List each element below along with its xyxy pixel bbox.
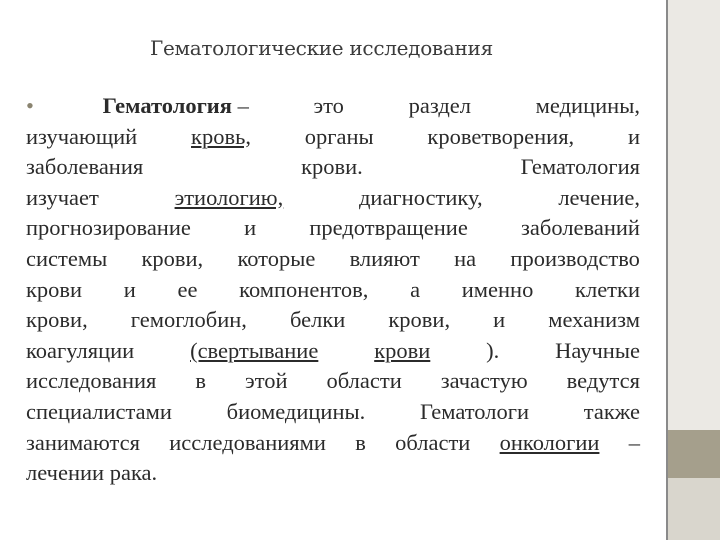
word: занимаются <box>26 429 140 455</box>
word: прогнозирование <box>26 215 191 241</box>
word: которые <box>237 245 316 271</box>
hyperlink[interactable]: кровь, <box>191 123 251 149</box>
text-line <box>26 122 640 153</box>
text-line <box>26 183 640 214</box>
word: исследованиями <box>169 429 326 455</box>
text-line <box>26 305 640 336</box>
word: органы <box>304 123 374 149</box>
text-line <box>26 244 640 275</box>
word: биомедицины. <box>226 398 366 424</box>
word: кроветворения, <box>427 123 575 149</box>
word: в <box>355 429 366 455</box>
word: специалистами <box>26 398 172 424</box>
word: компонентов, <box>239 276 369 302</box>
word: клетки <box>575 276 640 302</box>
word: крови, <box>141 245 204 271</box>
word: в <box>195 368 207 394</box>
word: и <box>244 215 257 241</box>
word: и <box>123 276 136 302</box>
hyperlink[interactable]: крови <box>374 337 431 363</box>
word: Гематология <box>520 154 640 180</box>
word: предотвращение <box>309 215 468 241</box>
word: производство <box>510 245 640 271</box>
text-line <box>26 275 640 306</box>
bullet-marker: • <box>26 93 34 118</box>
slide-title: Гематологические исследования <box>150 36 493 60</box>
word: механизм <box>548 307 640 333</box>
slide-body-text <box>26 91 640 489</box>
word: влияют <box>349 245 420 271</box>
word: исследования <box>26 368 157 394</box>
word: системы <box>26 245 108 271</box>
word: крови <box>26 276 83 302</box>
term-heading: Гематология – <box>102 93 249 118</box>
word: а <box>410 276 421 302</box>
word: на <box>454 245 477 271</box>
side-bar-top <box>668 0 720 430</box>
word: Гематологи <box>419 398 529 424</box>
word: медицины, <box>535 93 640 118</box>
text-line <box>26 91 640 122</box>
word: заболеваний <box>521 215 640 241</box>
word: и <box>493 307 506 333</box>
word: Научные <box>555 337 640 363</box>
word: гемоглобин, <box>130 307 247 333</box>
text-line <box>26 428 640 459</box>
word: – <box>628 429 640 455</box>
text-line <box>26 336 640 367</box>
hyperlink[interactable]: этиологию, <box>174 184 284 210</box>
text-line <box>26 397 640 428</box>
side-bar-bottom <box>668 478 720 540</box>
hyperlink[interactable]: онкологии <box>499 429 600 455</box>
word: лечение, <box>558 184 640 210</box>
word: ведутся <box>566 368 640 394</box>
text-line <box>26 458 640 489</box>
text-line <box>26 366 640 397</box>
word: диагностику, <box>358 184 483 210</box>
word: изучающий <box>26 123 138 149</box>
text-line <box>26 213 640 244</box>
word: зачастую <box>440 368 528 394</box>
word: этой <box>245 368 288 394</box>
word: ). <box>486 337 500 363</box>
word: ее <box>177 276 198 302</box>
word: крови. <box>301 154 363 180</box>
word: изучает <box>26 184 99 210</box>
word: заболевания <box>26 154 144 180</box>
word: лечении рака. <box>26 460 158 486</box>
word: области <box>326 368 402 394</box>
side-bar-accent <box>668 430 720 478</box>
word: белки <box>289 307 346 333</box>
word: также <box>583 398 640 424</box>
word: коагуляции <box>26 337 135 363</box>
word: раздел <box>408 93 471 118</box>
text-line <box>26 152 640 183</box>
word: крови, <box>26 307 88 333</box>
word: это <box>313 93 344 118</box>
word: крови, <box>388 307 451 333</box>
word: области <box>395 429 471 455</box>
word: именно <box>461 276 534 302</box>
hyperlink[interactable]: (свертывание <box>190 337 319 363</box>
word: и <box>627 123 640 149</box>
